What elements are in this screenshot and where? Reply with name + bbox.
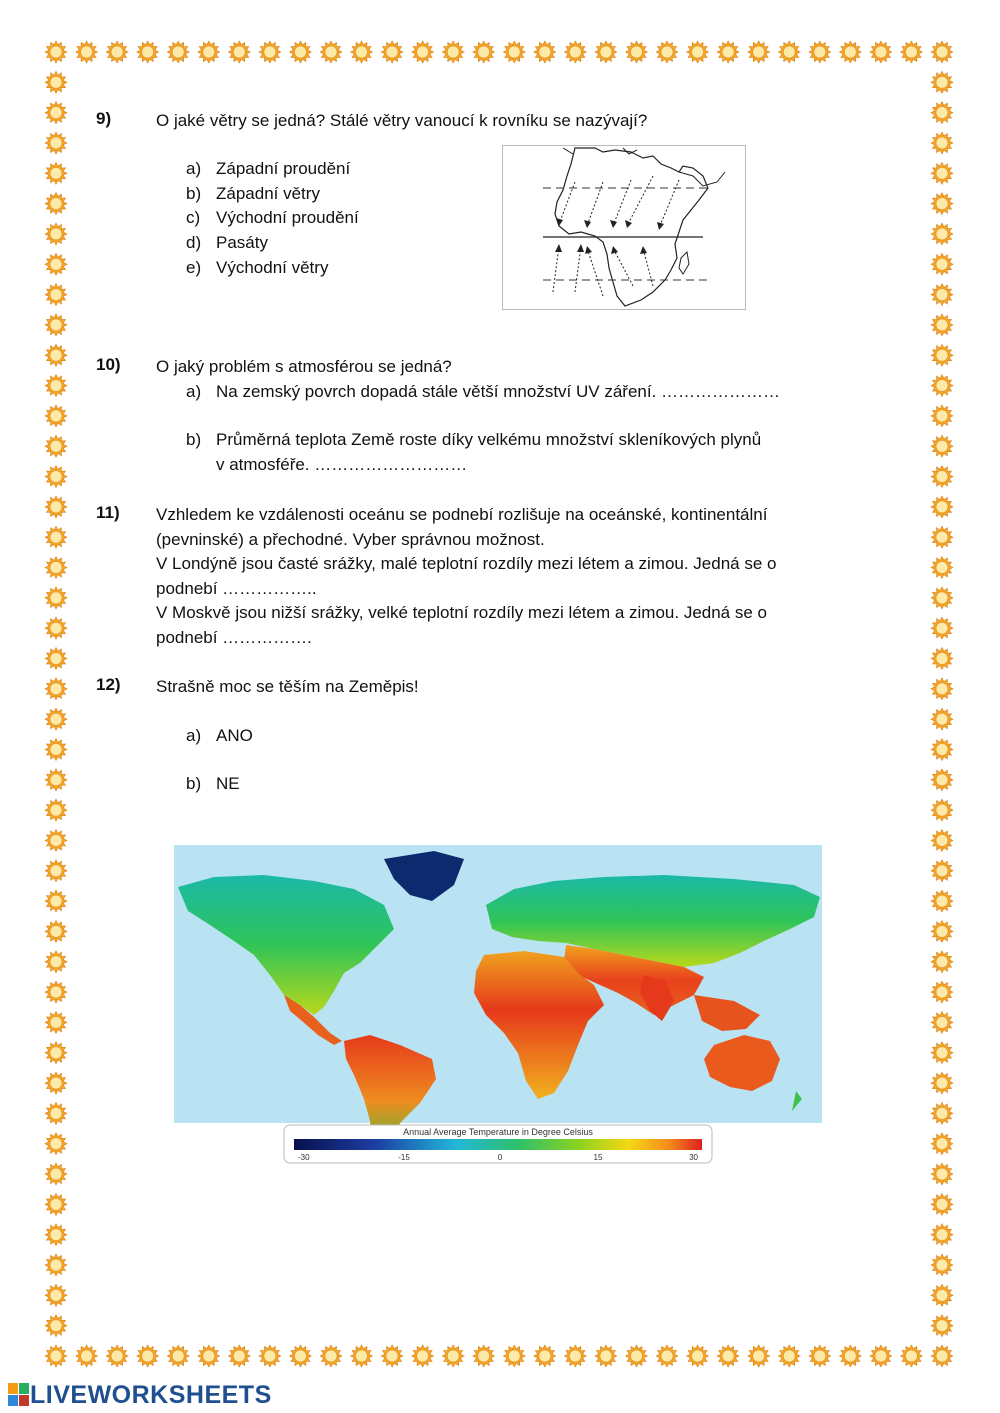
sun-icon	[45, 71, 67, 93]
question-11-line: V Moskvě jsou nižší srážky, velké teplotní rozdíly mezi létem a zimou. Jedná se o	[156, 603, 767, 622]
sun-icon	[76, 1345, 98, 1367]
question-11-line: Vzhledem ke vzdálenosti oceánu se podnebí rozlišuje na oceánské, kontinentální	[156, 505, 768, 524]
sun-icon	[106, 1345, 128, 1367]
brand-squares-icon	[8, 1383, 30, 1407]
sun-icon	[626, 41, 648, 63]
liveworksheets-logo[interactable]	[8, 1382, 272, 1408]
question-10-option-a[interactable]	[186, 380, 780, 405]
sun-icon	[931, 648, 953, 670]
sun-icon	[45, 526, 67, 548]
sun-icon	[931, 132, 953, 154]
question-9-number: 9)	[96, 109, 112, 128]
sun-icon	[656, 41, 678, 63]
sun-icon	[931, 890, 953, 912]
sun-icon	[45, 1254, 67, 1276]
option-letter: e)	[186, 258, 202, 277]
sun-icon	[931, 253, 953, 275]
legend-tick: 15	[593, 1153, 603, 1162]
question-11-line: (pevninské) a přechodné. Vyber správnou možnost.	[156, 529, 545, 549]
sun-icon	[931, 41, 953, 63]
sun-icon	[931, 435, 953, 457]
sun-icon	[656, 1345, 678, 1367]
sun-icon	[534, 1345, 556, 1367]
sun-icon	[931, 1042, 953, 1064]
sun-icon	[45, 435, 67, 457]
sun-icon	[45, 1133, 67, 1155]
question-11-number: 11)	[96, 503, 120, 522]
option-text: ANO	[216, 726, 253, 745]
sun-icon	[137, 41, 159, 63]
sun-icon	[931, 223, 953, 245]
sun-icon	[45, 405, 67, 427]
sun-icon	[381, 1345, 403, 1367]
sun-icon	[167, 1345, 189, 1367]
sun-icon	[931, 344, 953, 366]
sun-icon	[45, 830, 67, 852]
sun-icon	[595, 1345, 617, 1367]
sun-icon	[931, 769, 953, 791]
sun-icon	[473, 41, 495, 63]
sun-icon	[748, 1345, 770, 1367]
sun-icon	[45, 41, 67, 63]
world-temperature-map	[174, 845, 822, 1165]
sun-icon	[76, 41, 98, 63]
sun-icon	[717, 1345, 739, 1367]
sun-icon	[45, 799, 67, 821]
question-9-option-e[interactable]	[186, 256, 328, 281]
option-letter: b)	[186, 430, 202, 449]
option-text: Pasáty	[216, 233, 268, 252]
option-text: NE	[216, 774, 240, 793]
sun-icon	[45, 1102, 67, 1124]
sun-icon	[931, 557, 953, 579]
sun-icon	[289, 1345, 311, 1367]
option-text: Východní větry	[216, 258, 329, 277]
sun-icon	[45, 284, 67, 306]
sun-icon	[289, 41, 311, 63]
sun-icon	[45, 587, 67, 609]
sun-icon	[931, 405, 953, 427]
option-letter: a)	[186, 382, 202, 401]
sun-icon	[931, 1254, 953, 1276]
sun-icon	[473, 1345, 495, 1367]
sun-icon	[259, 1345, 281, 1367]
sun-icon	[931, 981, 953, 1003]
sun-icon	[45, 1042, 67, 1064]
sun-icon	[748, 41, 770, 63]
sun-icon	[45, 1284, 67, 1306]
sun-icon	[564, 41, 586, 63]
option-text: Východní proudění	[216, 208, 359, 227]
sun-icon	[870, 41, 892, 63]
sun-icon	[45, 920, 67, 942]
sun-icon	[931, 284, 953, 306]
question-10-number: 10)	[96, 355, 121, 374]
sun-icon	[778, 41, 800, 63]
sun-icon	[931, 314, 953, 336]
madagascar	[679, 252, 689, 274]
sun-icon	[931, 496, 953, 518]
sun-icon	[931, 526, 953, 548]
sun-icon	[931, 951, 953, 973]
sun-icon	[45, 1315, 67, 1337]
option-letter: a)	[186, 159, 202, 178]
question-11-line: podnebí ……………..	[156, 578, 317, 598]
sun-icon	[45, 739, 67, 761]
sun-icon	[931, 678, 953, 700]
option-letter: c)	[186, 208, 201, 227]
sun-icon	[45, 102, 67, 124]
sun-icon	[228, 41, 250, 63]
sun-icon	[228, 1345, 250, 1367]
sun-icon	[45, 557, 67, 579]
sun-icon	[931, 920, 953, 942]
sun-icon	[351, 1345, 373, 1367]
sun-icon	[137, 1345, 159, 1367]
legend-tick: 0	[497, 1153, 503, 1162]
sun-icon	[45, 253, 67, 275]
question-10-option-b[interactable]	[186, 428, 761, 453]
sun-icon	[45, 132, 67, 154]
sun-icon	[198, 41, 220, 63]
sun-icon	[778, 1345, 800, 1367]
sun-icon	[931, 1163, 953, 1185]
sun-icon	[931, 587, 953, 609]
sun-icon	[503, 41, 525, 63]
option-letter: a)	[186, 726, 202, 745]
sun-icon	[45, 193, 67, 215]
sun-icon	[259, 41, 281, 63]
sun-icon	[45, 496, 67, 518]
sun-icon	[564, 1345, 586, 1367]
legend-tick: -30	[298, 1153, 310, 1162]
question-11-line: V Londýně jsou časté srážky, malé teplotní rozdíly mezi létem a zimou. Jedná se o	[156, 554, 777, 573]
sun-icon	[931, 1102, 953, 1124]
option-text: Na zemský povrch dopadá stále větší množství UV záření. …………………	[216, 382, 781, 401]
sun-icon	[931, 617, 953, 639]
sun-icon	[45, 617, 67, 639]
sun-icon	[442, 41, 464, 63]
sun-icon	[45, 981, 67, 1003]
sun-icon	[931, 1284, 953, 1306]
sun-icon	[931, 799, 953, 821]
sun-icon	[45, 890, 67, 912]
africa-outline	[555, 148, 708, 306]
option-letter: b)	[186, 774, 202, 793]
sun-icon	[931, 1133, 953, 1155]
option-text: Západní větry	[216, 184, 320, 203]
option-letter: d)	[186, 233, 202, 252]
question-9-option-d[interactable]	[186, 231, 268, 256]
sun-icon	[687, 41, 709, 63]
sun-icon	[809, 41, 831, 63]
brand-name: LIVEWORKSHEETS	[30, 1380, 272, 1409]
sun-icon	[839, 1345, 861, 1367]
sun-icon	[45, 162, 67, 184]
sun-icon	[900, 41, 922, 63]
sun-icon	[809, 1345, 831, 1367]
sun-icon	[931, 1072, 953, 1094]
sun-icon	[45, 314, 67, 336]
sun-icon	[45, 223, 67, 245]
sun-icon	[167, 41, 189, 63]
sun-icon	[900, 1345, 922, 1367]
sun-icon	[45, 648, 67, 670]
sun-icon	[839, 41, 861, 63]
question-9-option-a[interactable]	[186, 157, 350, 182]
sun-icon	[931, 708, 953, 730]
question-12-text: Strašně moc se těším na Zeměpis!	[156, 677, 419, 696]
sun-icon	[412, 1345, 434, 1367]
sun-icon	[626, 1345, 648, 1367]
legend-color-bar	[294, 1139, 702, 1150]
legend-tick: 30	[689, 1153, 698, 1162]
sun-icon	[45, 1345, 67, 1367]
sun-icon	[45, 466, 67, 488]
question-11-line: podnebí …………….	[156, 627, 312, 647]
sun-icon	[381, 41, 403, 63]
sun-icon	[45, 769, 67, 791]
sun-icon	[931, 1193, 953, 1215]
sun-icon	[931, 830, 953, 852]
sun-icon	[320, 1345, 342, 1367]
question-9-option-c[interactable]	[186, 206, 359, 231]
question-9-option-b[interactable]	[186, 182, 320, 207]
option-text: Západní proudění	[216, 159, 351, 178]
sun-icon	[931, 193, 953, 215]
question-9-text: O jaké větry se jedná? Stálé větry vanoucí k rovníku se nazývají?	[156, 111, 648, 130]
sun-icon	[931, 1345, 953, 1367]
sun-icon	[442, 1345, 464, 1367]
question-10-text: O jaký problém s atmosférou se jedná?	[156, 357, 452, 376]
sun-icon	[931, 860, 953, 882]
sun-icon	[931, 466, 953, 488]
sun-icon	[534, 41, 556, 63]
arabia-outline	[679, 172, 725, 186]
africa-wind-map	[502, 145, 746, 310]
sun-icon	[45, 1193, 67, 1215]
sun-icon	[931, 102, 953, 124]
sun-icon	[45, 1163, 67, 1185]
legend-title: Annual Average Temperature in Degree Celsius	[403, 1127, 593, 1137]
sun-icon	[106, 41, 128, 63]
sun-icon	[198, 1345, 220, 1367]
question-11-text	[156, 503, 836, 650]
sun-icon	[931, 1224, 953, 1246]
question-12-option-b[interactable]	[186, 772, 240, 797]
option-text: Průměrná teplota Země roste díky velkému množství skleníkových plynů	[216, 430, 762, 449]
sun-icon	[45, 375, 67, 397]
sun-icon	[351, 41, 373, 63]
sun-icon	[870, 1345, 892, 1367]
sun-icon	[931, 1011, 953, 1033]
sun-icon	[931, 739, 953, 761]
temperature-legend	[284, 1125, 712, 1163]
sun-icon	[931, 71, 953, 93]
sun-icon	[45, 1011, 67, 1033]
sun-icon	[45, 1072, 67, 1094]
sun-icon	[45, 1224, 67, 1246]
question-10-option-b-continuation: v atmosféře. ………………………	[216, 455, 468, 474]
sun-icon	[595, 41, 617, 63]
sun-icon	[45, 860, 67, 882]
sun-icon	[45, 951, 67, 973]
sun-icon	[45, 678, 67, 700]
sun-icon	[320, 41, 342, 63]
sun-icon	[931, 1315, 953, 1337]
question-12-number: 12)	[96, 675, 121, 694]
legend-tick: -15	[398, 1153, 410, 1162]
sun-icon	[687, 1345, 709, 1367]
sun-icon	[717, 41, 739, 63]
sun-icon	[931, 375, 953, 397]
question-12-option-a[interactable]	[186, 724, 253, 749]
sun-icon	[931, 162, 953, 184]
sun-icon	[45, 344, 67, 366]
sun-icon	[503, 1345, 525, 1367]
sun-icon	[412, 41, 434, 63]
sun-icon	[45, 708, 67, 730]
option-letter: b)	[186, 184, 202, 203]
